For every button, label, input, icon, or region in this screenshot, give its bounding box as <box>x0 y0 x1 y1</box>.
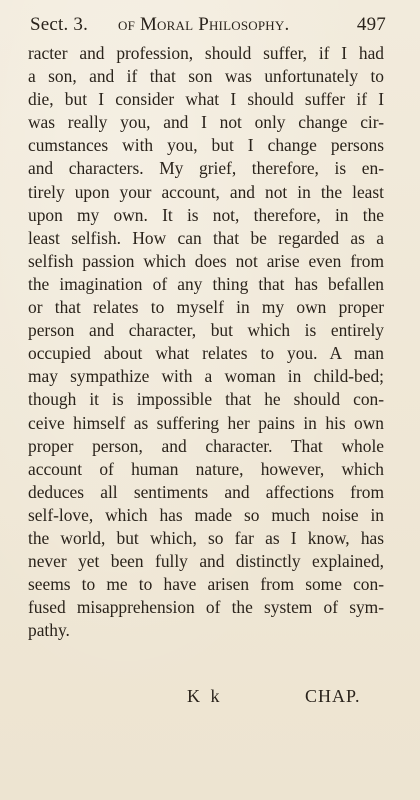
text-line: though it is impossible that he should con- <box>28 389 384 410</box>
text-line: ceive himself as suffering her pains in his own <box>28 412 384 433</box>
text-line: cumstances with you, but I change persons <box>28 135 384 156</box>
text-line: tirely upon your account, and not in the least <box>28 181 384 202</box>
text-line: occupied about what relates to you. A man <box>28 343 384 364</box>
text-line: pathy. <box>28 620 70 641</box>
section-marker: Sect. 3. <box>30 14 89 35</box>
text-line: selfish passion which does not arise even from <box>28 250 384 271</box>
text-line: least selfish. How can that be regarded as a <box>28 227 384 248</box>
text-line: or that relates to myself in my own proper <box>28 297 384 318</box>
text-line: the imagination of any thing that has befallen <box>28 273 384 294</box>
text-line: person and character, but which is entirely <box>28 320 384 341</box>
catchword: CHAP. <box>305 686 361 706</box>
page-footer <box>0 686 420 712</box>
text-line: the world, but which, so far as I know, has <box>28 527 384 548</box>
text-line: never yet been fully and distinctly explained, <box>28 551 384 572</box>
text-line: account of human nature, however, which <box>28 458 384 479</box>
text-line: die, but I consider what I should suffer if I <box>28 89 384 110</box>
page-number: 497 <box>356 14 386 35</box>
text-line: proper person, and character. That whole <box>28 435 384 456</box>
text-line: upon my own. It is not, therefore, in the <box>28 204 384 225</box>
text-line: deduces all sentiments and affections from <box>28 481 384 502</box>
text-line: fused misapprehension of the system of sym- <box>28 597 384 618</box>
text-line: racter and profession, should suffer, if I had <box>28 43 384 63</box>
text-line: a son, and if that son was unfortunately to <box>28 66 384 87</box>
text-line: seems to me to have arisen from some con- <box>28 574 384 595</box>
signature-mark: K k <box>187 686 223 706</box>
text-line: may sympathize with a woman in child-bed; <box>28 366 384 387</box>
text-line: was really you, and I not only change cir- <box>28 112 384 133</box>
body-text <box>28 42 384 642</box>
text-line: and characters. My grief, therefore, is en- <box>28 158 384 179</box>
running-head <box>30 14 386 40</box>
text-line: self-love, which has made so much noise in <box>28 504 384 525</box>
running-title: of Moral Philosophy. <box>118 14 290 35</box>
